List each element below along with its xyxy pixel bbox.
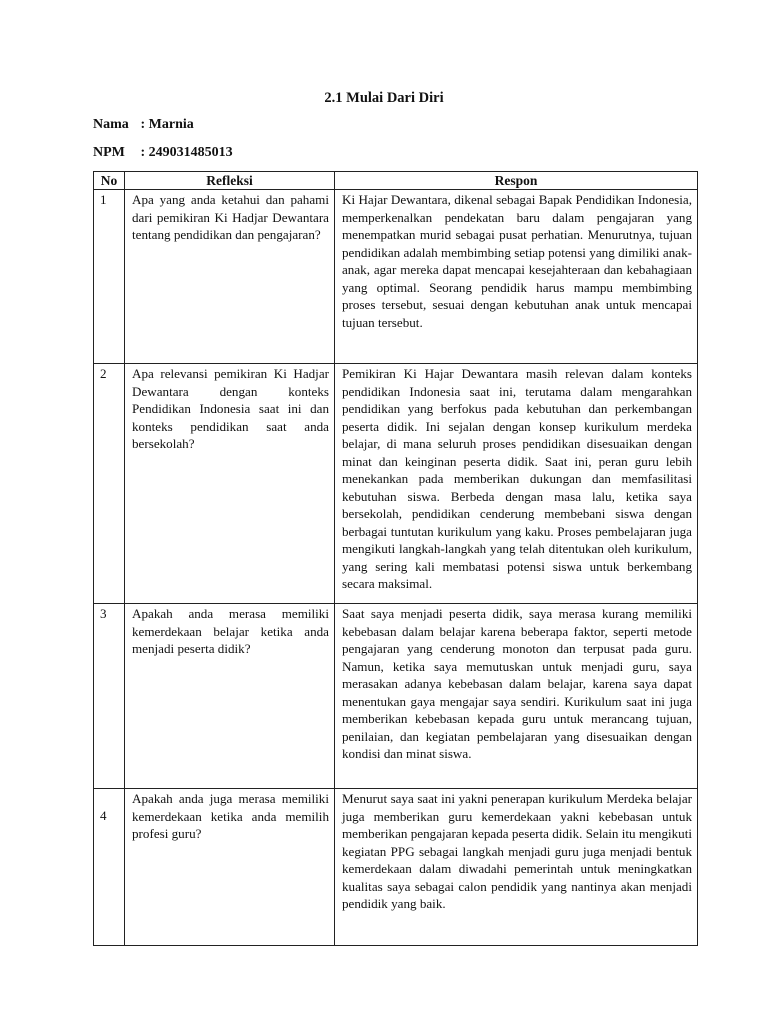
- table-header-row: [94, 172, 698, 190]
- header-refleksi: Refleksi: [125, 172, 335, 190]
- header-no: No: [94, 172, 125, 190]
- table-row: [94, 604, 698, 789]
- row-number: 4: [94, 789, 125, 946]
- row-number: 3: [94, 604, 125, 789]
- reflection-question: Apa yang anda ketahui dan pahami dari pemikiran Ki Hadjar Dewantara tentang pendidikan dan pengajaran?: [125, 190, 335, 364]
- row-number: 1: [94, 190, 125, 364]
- reflection-question: Apa relevansi pemikiran Ki Hadjar Dewantara dengan konteks Pendidikan Indonesia saat ini dan konteks pendidikan saat anda bersekolah?: [125, 364, 335, 604]
- reflection-response: Saat saya menjadi peserta didik, saya merasa kurang memiliki kebebasan dalam belajar karena beberapa faktor, seperti metode pengajaran yang cenderung monoton dan terpusat pada guru. Namun, ketika saya memutuskan untuk menjadi guru, saya merasakan adanya kebebasan dalam belajar, karena saya dapat menentukan gaya mengajar saya sendiri. Kurikulum saat ini juga memberikan kebebasan kepada guru untuk merancang tujuan, penilaian, dan kegiatan pembelajaran yang disesuaikan dengan kondisi dan minat siswa.: [335, 604, 698, 789]
- reflection-table: [93, 171, 698, 946]
- document-title: 2.1 Mulai Dari Diri: [324, 90, 444, 106]
- reflection-response: Menurut saya saat ini yakni penerapan kurikulum Merdeka belajar juga memberikan guru kemerdekaan yakni kebebasan untuk memberikan pengajaran kepada peserta didik. Selain itu mengikuti kegiatan PPG sebagai langkah menjadi guru juga menjadi bentuk kemerdekaan dalam diwadahi pemerintah untuk meningkatkan kualitas saya sebagai calon pendidik yang nantinya akan menjadi pendidik yang baik.: [335, 789, 698, 946]
- npm-line: [93, 145, 233, 161]
- name-label: Nama: [93, 117, 129, 132]
- reflection-response: Ki Hajar Dewantara, dikenal sebagai Bapak Pendidikan Indonesia, memperkenalkan pendekatan baru dalam pengajaran yang menempatkan murid sebagai pusat perhatian. Menurutnya, tujuan pendidikan adalah membimbing setiap potensi yang dimiliki anak-anak, agar mereka dapat mencapai kesejahteraan dan kebahagiaan yang optimal. Seorang pendidik harus mampu membimbing proses tersebut, sesuai dengan kebutuhan anak untuk mencapai tujuan tersebut.: [335, 190, 698, 364]
- name-value: : Marnia: [140, 117, 194, 132]
- row-number: 2: [94, 364, 125, 604]
- npm-value: : 249031485013: [140, 145, 233, 160]
- header-respon: Respon: [335, 172, 698, 190]
- reflection-question: Apakah anda merasa memiliki kemerdekaan belajar ketika anda menjadi peserta didik?: [125, 604, 335, 789]
- table-row: [94, 190, 698, 364]
- table-row: [94, 789, 698, 946]
- reflection-question: Apakah anda juga merasa memiliki kemerdekaan ketika anda memilih profesi guru?: [125, 789, 335, 946]
- table-row: [94, 364, 698, 604]
- npm-label: NPM: [93, 145, 125, 160]
- name-line: [93, 117, 194, 133]
- reflection-response: Pemikiran Ki Hajar Dewantara masih relevan dalam konteks pendidikan Indonesia saat ini, terutama dalam mengarahkan pendidikan yang berfokus pada kebutuhan dan perkembangan peserta didik. Ini sejalan dengan konsep kurikulum merdeka belajar, di mana seluruh proses pendidikan disesuaikan dengan minat dan keinginan peserta didik. Saat ini, peran guru lebih menekankan pada memberikan dukungan dan memfasilitasi kebutuhan siswa. Berbeda dengan masa lalu, ketika saya bersekolah, pendidikan cenderung membebani siswa dengan berbagai tuntutan kurikulum yang kaku. Proses pembelajaran juga mengikuti langkah-langkah yang telah ditentukan oleh kurikulum, yang sering kali membatasi potensi siswa untuk berkembang secara maksimal.: [335, 364, 698, 604]
